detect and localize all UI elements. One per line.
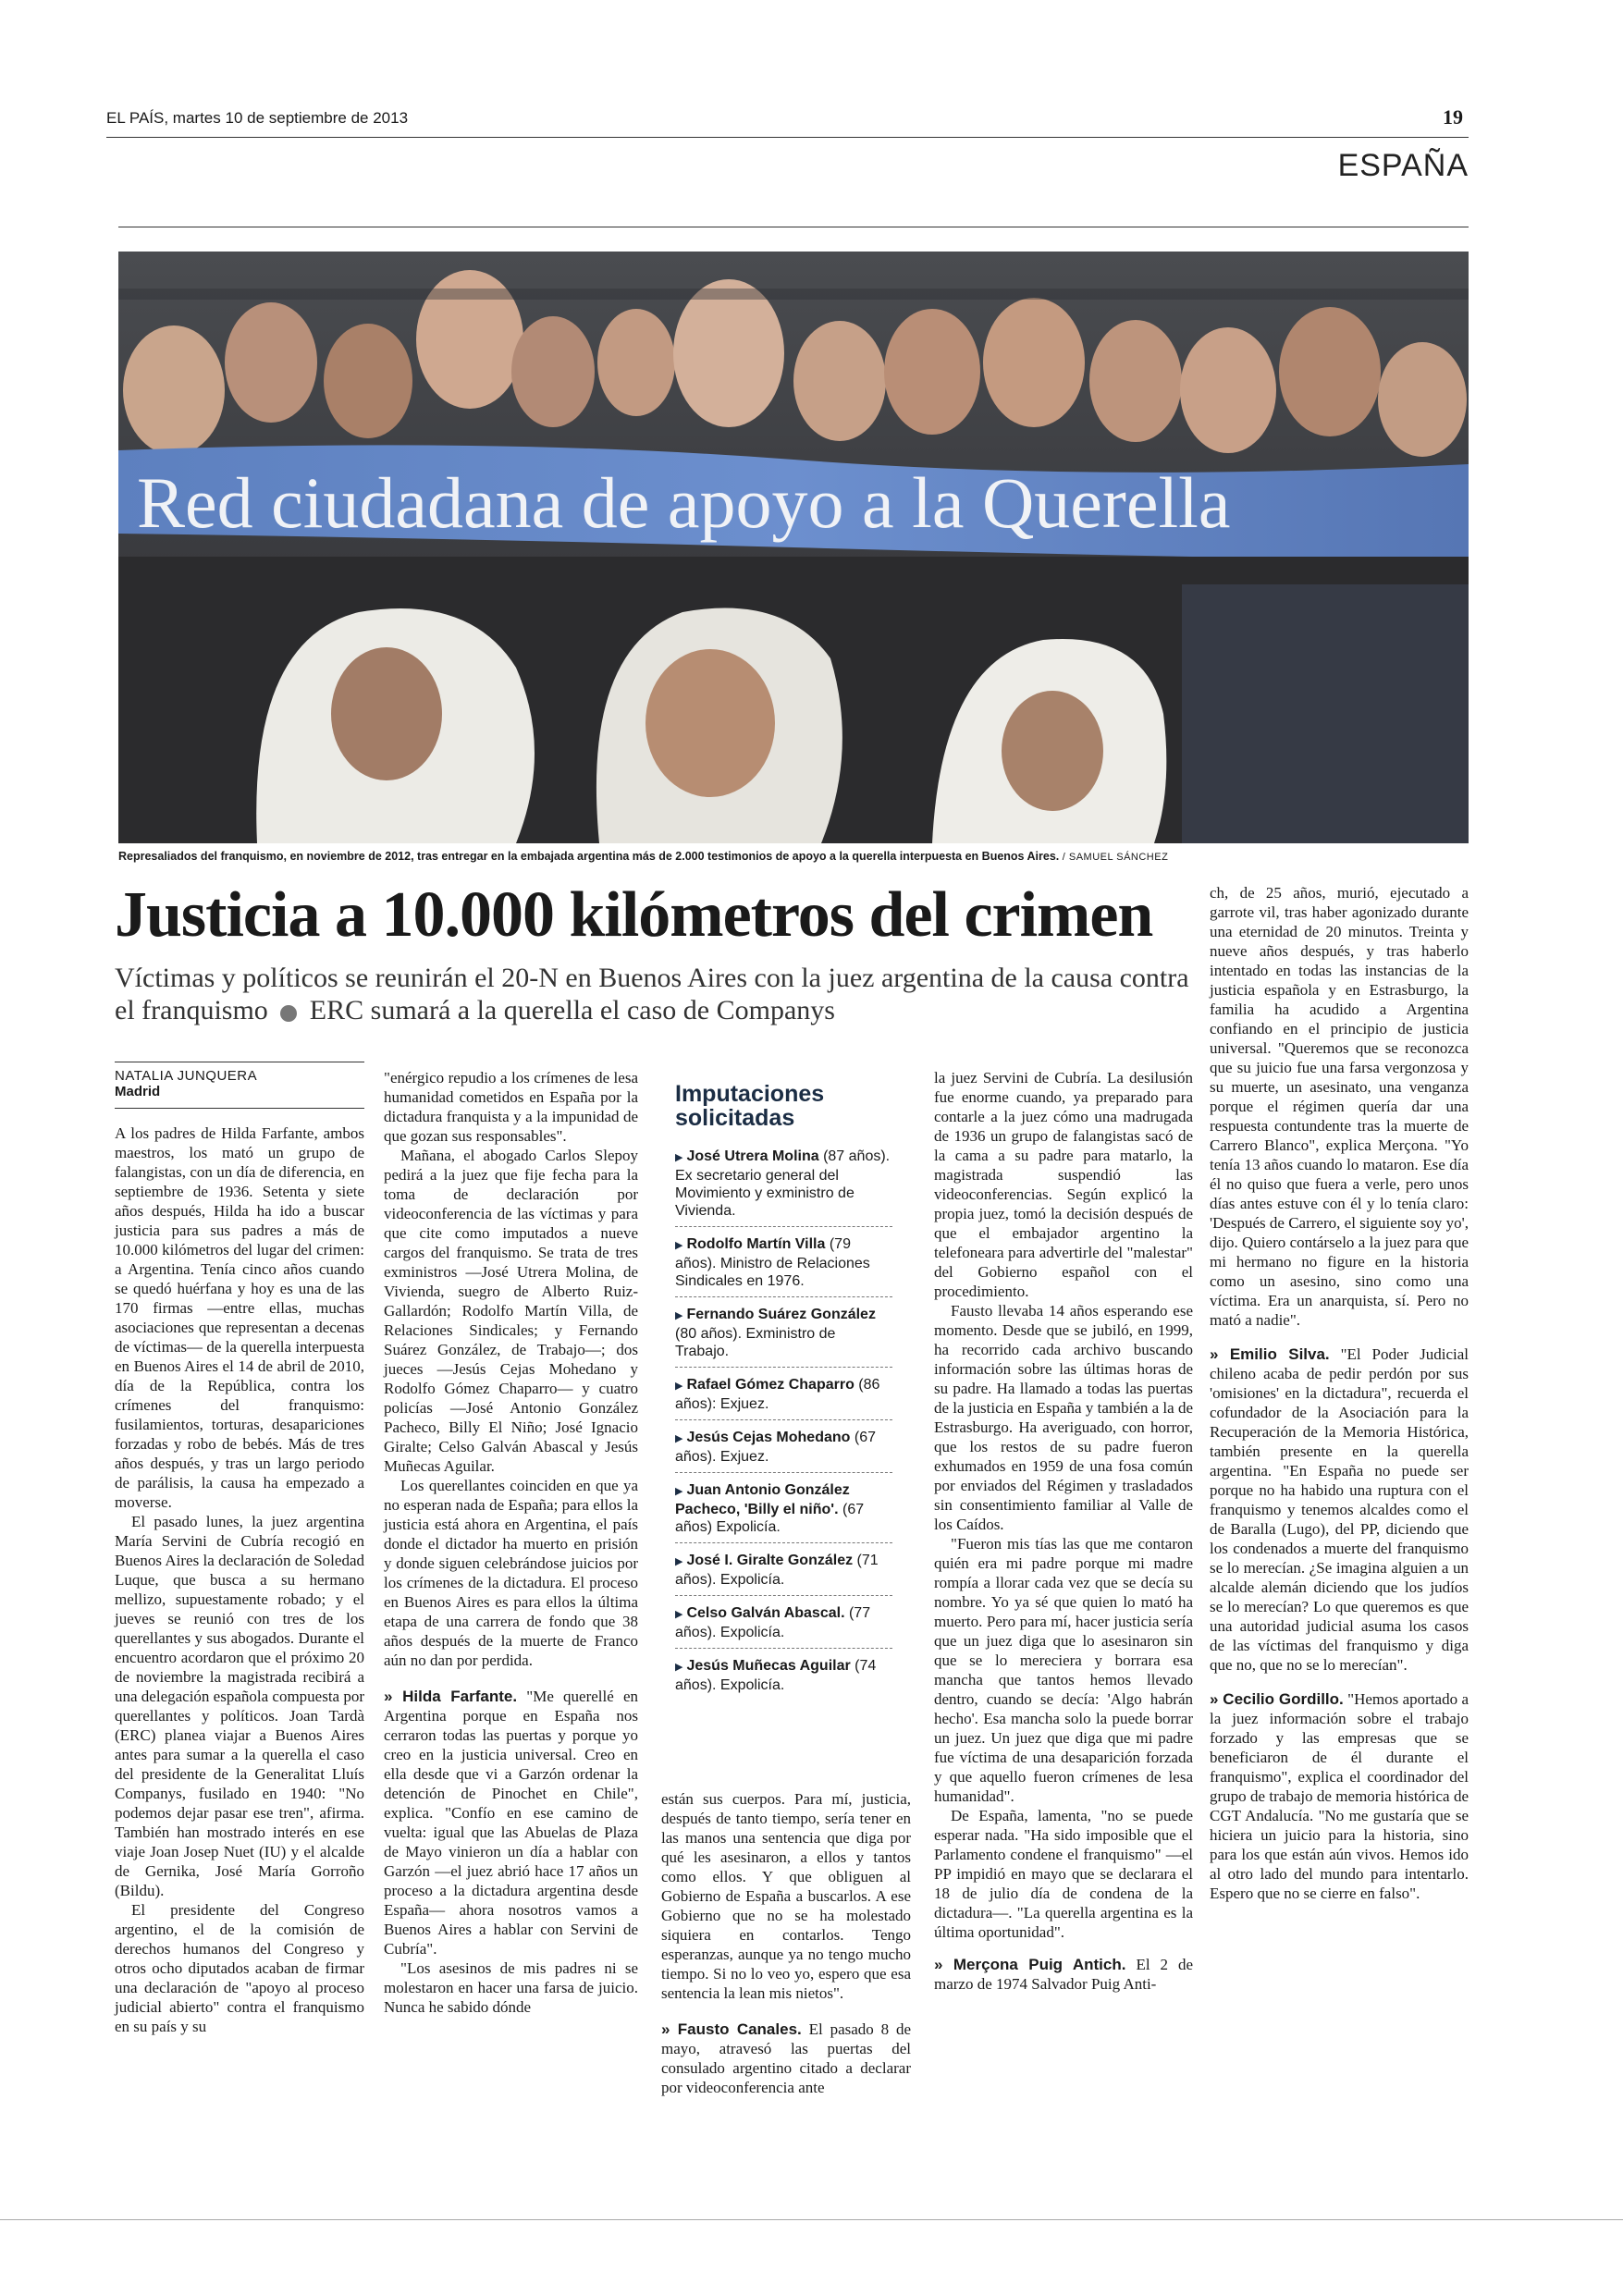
arrow-icon: ▶ xyxy=(675,1152,683,1163)
article-column-1 xyxy=(115,1123,364,2036)
paragraph: "Fueron mis tías las que me contaron quién era mi padre porque mi madre rompía a llorar cada vez que se decía su nombre. Yo ya sé que quien lo mató ha muerto. Pero para mí, hacer justicia sería que un juez diga que lo asesinaron sin que se lo mereciera y borrara esa mancha que tantos hemos llevado dentro, cuando se decía: 'Algo habrán hecho'. Esa mancha solo la puede borrar un juez. Un juez que diga que mi padre fue víctima de una desaparición forzada y que aquello fueron crímenes de lesa humanidad". xyxy=(934,1535,1193,1805)
paragraph-fausto: » Fausto Canales. El pasado 8 de mayo, atravesó las puertas del consulado argentino citado a declarar por videoconferencia ante xyxy=(661,2020,912,2096)
list-item: ▶ José I. Giralte González (71 años). Expolicía. xyxy=(675,1549,892,1596)
paragraph-cecilio: » Cecilio Gordillo. "Hemos aportado a la juez información sobre el trabajo forzado y las empresas que se beneficiaron de él durante el franquismo", explica el coordinador del grupo de trabajo de memoria histórica de CGT Andalucía. "No me gustaría que se hiciera un juicio para la historia, sino para los que están aún vivos. Hemos ido al otro lado del mundo para intentarlo. Espero que no se cierre en falso". xyxy=(1210,1690,1469,1902)
sidebar-title: Imputaciones solicitadas xyxy=(675,1081,825,1132)
list-item: ▶ Fernando Suárez González (80 años). Exministro de Trabajo. xyxy=(675,1303,892,1368)
article-column-5 xyxy=(1210,883,1469,1903)
arrow-icon: ▶ xyxy=(675,1381,683,1392)
lead-name: » Emilio Silva. xyxy=(1210,1345,1330,1363)
list-item: ▶ Juan Antonio González Pacheco, 'Billy el niño'. (67 años) Expolicía. xyxy=(675,1479,892,1543)
paragraph-mercona: » Merçona Puig Antich. El 2 de marzo de 1974 Salvador Puig Anti- xyxy=(934,1956,1194,1993)
arrow-icon: ▶ xyxy=(675,1662,683,1673)
paragraph-text: "Me querellé en Argentina porque en España nos cerraron todas las puertas y porque yo creo en la justicia universal. Creo en ella desde que vi a Garzón ordenar la detención de Pinochet en Chile", explica. "Confío en ese camino de vuelta: igual que las Abuelas de Plaza de Mayo vinieron un día a hablar con Garzón —el juez abrió hace 17 años un proceso a la dictadura argentina desde España— ahora nosotros vamos a Buenos Aires a hablar con Servini de Cubría". xyxy=(384,1688,639,1958)
arrow-icon: ▶ xyxy=(675,1240,683,1251)
lead-name: » Cecilio Gordillo. xyxy=(1210,1690,1344,1708)
photo-illustration xyxy=(118,252,1469,843)
arrow-icon: ▶ xyxy=(675,1556,683,1567)
page-number: 19 xyxy=(1443,105,1463,129)
paragraph: A los padres de Hilda Farfante, ambos maestros, los mató un grupo de falangistas, con un día de diferencia, en septiembre de 1936. Setenta y siete años después, Hilda ha ido a buscar justicia para sus padres a más de 10.000 kilómetros del lugar del crimen: a Argentina. Tenía cinco años cuando se quedó huérfana y hoy es una de las 170 firmas —entre ellas, muchas asociaciones que representan a decenas de víctimas— de la querella interpuesta en Buenos Aires el 14 de abril de 2010, día de la República, contra los crímenes del franquismo: fusilamientos, torturas, desapariciones forzadas y robo de bebés. Más de tres años después, y tras un largo periodo de parálisis, la causa ha empezado a moverse. xyxy=(115,1124,364,1511)
list-item: ▶ Celso Galván Abascal. (77 años). Expolicía. xyxy=(675,1602,892,1649)
list-item: ▶ Rafael Gómez Chaparro (86 años): Exjuez. xyxy=(675,1373,892,1420)
subhead-part-1: Víctimas y políticos se reunirán el 20-N en Buenos Aires con la juez argentina de la causa contra el franquismo xyxy=(115,963,1189,1026)
paragraph-emilio: » Emilio Silva. "El Poder Judicial chileno acaba de pedir perdón por sus 'omisiones' en la dictadura", recuerda el cofundador de la Asociación para la Recuperación de la Memoria Histórica, también presente en la querella argentina. "En España no puede ser porque no ha habido una ruptura con el franquismo y tenemos alcaldes como el de Baralla (Lugo), del PP, diciendo que los condenados a muerte del franquismo se lo merecían. ¿Se imagina alguien a un alcalde alemán diciendo que los judíos se lo merecían? Lo que queremos es que una autoridad judicial asuma los casos de las víctimas del franquismo y diga que no, que no se lo merecían". xyxy=(1210,1345,1469,1674)
paragraph: Los querellantes coinciden en que ya no esperan nada de España; para ellos la justicia está ahora en Argentina, el país donde el dictador ha muerto en prisión y donde siguen celebrándose juicios por los crímenes de la dictadura. El proceso en Buenos Aires es para ellos la última etapa de una carrera de fondo que 38 años después de la muerte de Franco aún no dan por perdida. xyxy=(384,1477,638,1669)
photo-caption xyxy=(118,850,1469,863)
list-item: ▶ Rodolfo Martín Villa (79 años). Ministro de Relaciones Sindicales en 1976. xyxy=(675,1233,892,1297)
paragraph: la juez Servini de Cubría. La desilusión fue enorme cuando, ya preparado para contarle a la juez cómo una madrugada de 1936 un grupo de falangistas sacó de la cama a su padre para matarlo, la magistrada suspendió las videoconferencias. Según explicó la propia juez, tomó la decisión después de que el embajador argentino la telefoneara para advertirle del "malestar" del Gobierno español con el procedimiento. xyxy=(934,1069,1193,1300)
subhead-part-2: ERC sumará a la querella el caso de Companys xyxy=(309,995,835,1026)
arrow-icon: ▶ xyxy=(675,1486,683,1497)
arrow-icon: ▶ xyxy=(675,1433,683,1444)
author-city: Madrid xyxy=(115,1084,161,1099)
paragraph: El presidente del Congreso argentino, el de la comisión de derechos humanos del Congreso y otros ocho diputados acaban de firmar una declaración de "apoyo al proceso judicial abierto" contra el franquismo en su país y su xyxy=(115,1901,364,2035)
scan-edge-line xyxy=(0,2219,1623,2220)
list-item: ▶ José Utrera Molina (87 años). Ex secretario general del Movimiento y exministro de Vivienda. xyxy=(675,1145,892,1227)
bullet-dot-icon xyxy=(280,1005,297,1022)
paragraph: "Los asesinos de mis padres ni se molestaron en hacer una farsa de juicio. Nunca he sabido dónde xyxy=(384,1959,638,2016)
lead-name: » Merçona Puig Antich. xyxy=(934,1956,1126,1973)
headline: Justicia a 10.000 kilómetros del crimen xyxy=(115,879,1153,951)
lead-name: » Hilda Farfante. xyxy=(384,1688,518,1705)
caption-text: Represaliados del franquismo, en noviembre de 2012, tras entregar en la embajada argentina más de 2.000 testimonios de apoyo a la querella interpuesta en Buenos Aires. xyxy=(118,850,1060,863)
paragraph-hilda xyxy=(384,1687,638,1958)
list-item: ▶ Jesús Muñecas Aguilar (74 años). Expolicía. xyxy=(675,1658,877,1693)
byline xyxy=(115,1068,364,1099)
white-headscarves xyxy=(256,608,1166,843)
newspaper-dateline: EL PAÍS, martes 10 de septiembre de 2013 xyxy=(106,109,409,127)
paragraph: De España, lamenta, "no se puede esperar nada. "Ha sido imposible que el Parlamento condene el franquismo" —el PP impidió en mayo que se declarara el 18 de julio día de condena de la dictadura—. "La querella argentina es la última oportunidad". xyxy=(934,1807,1193,1941)
lead-name: » Fausto Canales. xyxy=(661,2020,802,2038)
paragraph: están sus cuerpos. Para mí, justicia, después de tanto tiempo, sería tener en las manos una sentencia que diga por qué les asesinaron, a ellos y tantos como ellos. Y que obliguen al Gobierno de España a buscarlos. A ese Gobierno que no se ha molestado siquiera en contarlos. Tengo esperanzas, aunque ya no tengo mucho tiempo. Si no lo veo yo, espero que esa sentencia la lean mis nietos". xyxy=(661,1790,911,2002)
article-column-3 xyxy=(661,1789,911,2097)
list-item: ▶ Jesús Cejas Mohedano (67 años). Exjuez. xyxy=(675,1426,892,1473)
header-rule xyxy=(106,137,1469,138)
byline-rule-bottom xyxy=(115,1108,364,1109)
paragraph: ch, de 25 años, murió, ejecutado a garrote vil, tras haber agonizado durante una eternidad de 20 minutos. Treinta y nueve años después, y tras haberlo intentado en todas las instancias de la justicia española y en Estrasburgo, la familia ha acudido a Argentina confiando en el principio de justicia universal. "Queremos que se reconozca que su juicio fue una farsa vergonzosa y su muerte, un asesinato, una venganza porque el régimen quería dar una respuesta contundente tras la muerte de Carrero Blanco", explica Merçona. "Yo tenía 13 años cuando lo mataron. Ese día él no quiso que fuera a verle, pero unos días antes estuve con él y lo tenía claro: 'Después de Carrero, el siguiente soy yo', dijo. Quiero contárselo a la juez para que mi hermano no figure en la historia como un asesino, sino como una víctima. Era un anarquista, sí. Pero no mató a nadie". xyxy=(1210,884,1469,1329)
author-name: NATALIA JUNQUERA xyxy=(115,1068,258,1084)
news-photo xyxy=(118,252,1469,843)
article-column-4 xyxy=(934,1068,1193,1994)
subheadline xyxy=(115,962,1197,1027)
banner-text: Red ciudadana de apoyo a la Querella xyxy=(137,462,1231,543)
paragraph: "enérgico repudio a los crímenes de lesa humanidad cometidos en España por la dictadura franquista y a la impunidad de que gozan sus responsables". xyxy=(384,1069,638,1145)
paragraph: El pasado lunes, la juez argentina María Servini de Cubría recogió en Buenos Aires la declaración de Soledad Luque, que busca a su hermano mellizo, supuestamente robado; y el jueves se reunió con tres de los querellantes y sus abogados. Durante el encuentro acordaron que el próximo 20 de noviembre la magistrada recibirá a una delegación española compuesta por querellantes y políticos. Joan Tardà (ERC) planea viajar a Buenos Aires antes para sumar a la querella el caso del presidente de la Generalitat Lluís Companys, fusilado en 1940: "No podemos dejar pasar ese tren", afirma. También han mostrado interés en ese viaje Joan Josep Nuet (IU) y el alcalde de Gernika, José María Gorroño (Bildu). xyxy=(115,1513,365,1899)
article-column-2 xyxy=(384,1068,638,2017)
paragraph: Mañana, el abogado Carlos Slepoy pedirá a la juez que fije fecha para la toma de declaración por videoconferencia de las víctimas y para que cite como imputados a nueve cargos del franquismo. Se trata de tres exministros —José Utrera Molina, de Vivienda, suegro de Alberto Ruiz-Gallardón; Rodolfo Martín Villa, de Relaciones Sindicales; y Fernando Suárez González, de Trabajo—; dos jueces —Jesús Cejas Mohedano y Rodolfo Gómez Chaparro— y cuatro policías —José Antonio González Pacheco, Billy El Niño; José Ignacio Giralte; Celso Galván Abascal y Jesús Muñecas Aguilar. xyxy=(384,1147,638,1475)
sidebar-list xyxy=(675,1145,892,1706)
paragraph: Fausto llevaba 14 años esperando ese momento. Desde que se jubiló, en 1999, ha recorrido cada archivo buscando información sobre las últimas horas de su padre. Ha llamado a todas las puertas de la justicia en España y también a la de Estrasburgo. Ha averiguado, con horror, que los restos de su padre fueron exhumados en 1959 de una fosa común por enviados del Régimen y trasladados sin consentimiento familiar al Valle de los Caídos. xyxy=(934,1302,1193,1533)
arrow-icon: ▶ xyxy=(675,1310,683,1321)
section-title: ESPAÑA xyxy=(1337,148,1469,183)
photo-credit: / SAMUEL SÁNCHEZ xyxy=(1062,852,1169,863)
arrow-icon: ▶ xyxy=(675,1609,683,1620)
